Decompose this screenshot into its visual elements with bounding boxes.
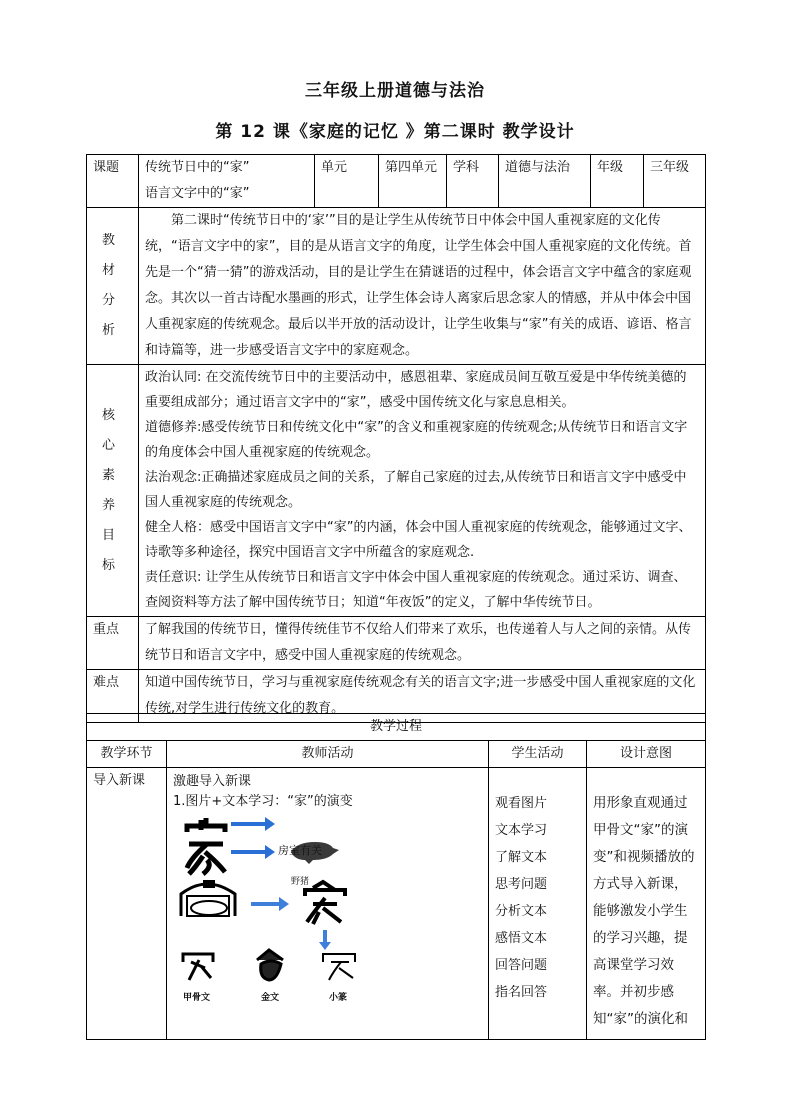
student-activity-item: 思考问题 [495,877,548,892]
key-points-text: 了解我国的传统节日，懂得传统佳节不仅给人们带来了欢乐，也传递着人与人之间的亲情。从传统节日和语言文字中，感受中国人重视家庭的传统观念。 [139,617,706,670]
teacher-line-2: 1.图片+文本学习：“家”的演变 [173,794,353,809]
seal-label: 小篆 [329,993,348,1003]
key-points-row [87,617,706,670]
goal-responsibility: 责任意识: 让学生从传统节日和语言文字中体会中国人重视家庭的传统观念。通过采访、调查、查阅资料等方法了解中国传统节日；知道“年夜饭”的定义，了解中华传统节日。 [145,570,687,610]
house-label: 房室有关 [278,844,322,857]
header-student: 学生活动 [489,741,587,768]
pig-radical-shape [187,844,225,874]
design-intent: 用形象直观通过甲骨文“家”的演变”和视频播放的方式导入新课，能够激发小学生的学习兴趣，提高课堂学习效率。并初步感知“家”的演化和 [587,768,706,1040]
student-activity-item: 了解文本 [495,850,548,865]
material-label [87,208,139,365]
house-drawing-shape [181,884,235,916]
document-subtitle: 第 12 课《家庭的记忆 》第二课时 教学设计 [215,122,575,142]
topic-line-2: 语言文字中的“家” [145,186,250,201]
student-activity-item: 观看图片 [495,796,548,811]
material-text: 第二课时“传统节日中的‘家’”目的是让学生从传统节日中体会中国人重视家庭的文化传统，“语言文字中的家”，目的是从语言文字的角度，让学生体会中国人重视家庭的文化传统。首先是一个“猜一猜”的游戏活动，目的是让学生在猜谜语的过程中，体会语言文字中蕴含的家庭观念。其次以一首古诗配水墨画的形式，让学生体会诗人离家后思念家人的情感，并从中体会中国人重视家庭的传统观念。最后以半开放的活动设计，让学生收集与“家”有关的成语、谚语、格言和诗篇等，进一步感受语言文字中的家庭观念。 [139,208,706,365]
goals-row [87,365,706,617]
material-label-line-2: 分 析 [101,293,123,338]
process-row [87,768,706,1040]
student-activity-item: 分析文本 [495,904,548,919]
difficulties-label: 难点 [87,670,139,723]
student-activity [489,768,587,1040]
process-title: 教学过程 [87,714,706,741]
arrowhead-shape [265,845,275,859]
student-activity-item: 指名回答 [495,985,548,1000]
house-sign-shape [203,880,215,888]
goal-law: 法治观念:正确描述家庭成员之间的关系，了解自己家庭的过去,从传统节日和语言文字中感受中国人重视家庭的传统观念。 [145,470,687,510]
arrowhead-shape [319,942,331,950]
process-header-row [87,741,706,768]
grade-value: 三年级 [644,155,706,208]
goals-label-line-3: 目 标 [101,527,123,573]
topic-line-1: 传统节日中的“家” [145,160,250,175]
goals-list [139,365,706,617]
arrowhead-shape [265,817,275,831]
seal-script-shape [323,954,355,980]
oracle-label: 甲骨文 [183,993,211,1003]
arrowhead-shape [279,897,289,911]
topic-label: 课题 [87,155,139,208]
student-activity-item: 文本学习 [495,823,548,838]
teacher-line-1: 激趣导入新课 [173,774,252,789]
oracle-script-shape [183,954,213,980]
bronze-label: 金文 [261,993,280,1003]
goal-political: 政治认同: 在交流传统节日中的主要活动中，感恩祖辈、家庭成员间互敬互爱是中华传统美德的重要组成部分；通过语言文字中的“家”，感受中国传统文化与家息息相关。 [145,370,687,410]
student-activity-item: 感悟文本 [495,931,548,946]
info-row [87,155,706,208]
difficulties-text: 知道中国传统节日，学习与重视家庭传统观念有关的语言文字;进一步感受中国人重视家庭的文化传统,对学生进行传统文化的教育。 [139,670,706,723]
goals-label [87,365,139,617]
jia-evolution-figure [173,812,482,1012]
teacher-activity [167,768,489,1040]
grade-label: 年级 [591,155,644,208]
material-row [87,208,706,365]
stage-name: 导入新课 [87,768,167,1040]
info-table [86,154,706,723]
header-teacher: 教师活动 [167,741,489,768]
header-intent: 设计意图 [587,741,706,768]
student-activity-item: 回答问题 [495,958,548,973]
pig-label: 野猪 [291,877,310,887]
goal-moral: 道德修养:感受传统节日和传统文化中“家”的含义和重视家庭的传统观念;从传统节日和语言文字的角度体会中国人重视家庭的传统观念。 [145,420,688,460]
bronze-script-shape [257,950,283,980]
key-points-label: 重点 [87,617,139,670]
roof-radical-shape [187,818,225,832]
material-label-line-1: 教 材 [101,233,123,278]
unit-value: 第四单元 [379,155,447,208]
jia-shape [305,882,345,924]
unit-label: 单元 [315,155,379,208]
process-table [86,713,706,1040]
topic-value [139,155,315,208]
house-pig-shape [191,901,227,915]
subject-label: 学科 [447,155,499,208]
goals-label-line-2: 素 养 [101,467,123,513]
jia-character-illustration [173,812,373,1012]
goals-label-line-1: 核 心 [101,407,123,453]
header-stage: 教学环节 [87,741,167,768]
document-title: 三年级上册道德与法治 [305,81,485,101]
goal-personality: 健全人格：感受中国语言文字中“家”的内涵，体会中国人重视家庭的传统观念，能够通过文字、诗歌等多种途径，探究中国语言文字中所蕴含的家庭观念. [145,520,692,560]
subject-value: 道德与法治 [499,155,591,208]
